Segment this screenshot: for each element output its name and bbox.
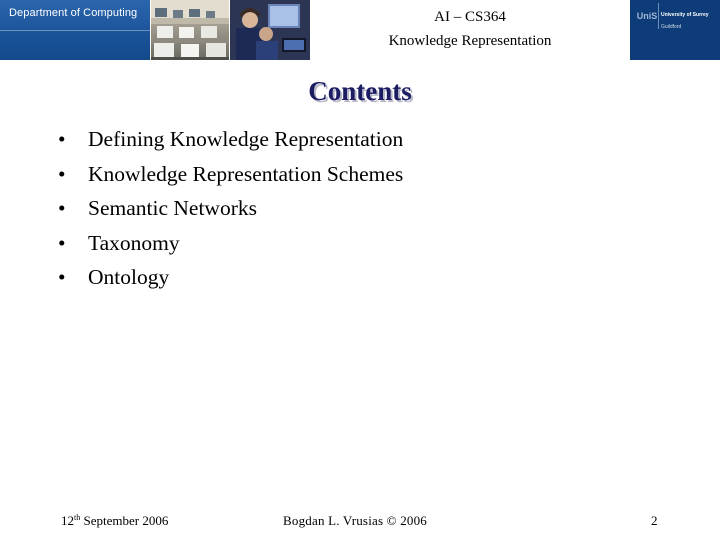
date-rest: September 2006	[80, 513, 169, 528]
computer-lab-photo	[151, 0, 229, 60]
list-item-text: Knowledge Representation Schemes	[88, 161, 404, 186]
unis-logo-mark: UniS	[636, 3, 659, 29]
slide-title: Contents	[308, 76, 412, 106]
department-label: Department of Computing	[9, 7, 138, 19]
bullet-icon: •	[58, 230, 66, 255]
list-item-text: Defining Knowledge Representation	[88, 127, 404, 151]
date-suffix: th	[74, 513, 81, 522]
students-photo	[230, 0, 310, 60]
course-topic: Knowledge Representation	[388, 33, 552, 49]
bullet-icon: •	[58, 265, 66, 289]
bullet-icon: •	[58, 161, 66, 186]
slide-header	[0, 0, 720, 60]
department-divider	[0, 30, 150, 31]
university-logo	[636, 3, 716, 29]
date-day: 12	[61, 513, 74, 528]
bullet-icon: •	[58, 196, 66, 220]
department-banner	[0, 0, 150, 60]
list-item-text: Taxonomy	[88, 230, 180, 255]
university-logo-panel	[630, 0, 720, 60]
bullet-icon: •	[58, 127, 66, 151]
list-item-text: Semantic Networks	[88, 196, 257, 220]
university-location: Guildford	[661, 24, 682, 30]
course-code: AI – CS364	[434, 9, 506, 25]
university-name: University of Surrey	[661, 12, 709, 18]
page-number: 2	[651, 513, 658, 528]
footer-author: Bogdan L. Vrusias © 2006	[283, 513, 428, 528]
footer-date	[61, 513, 168, 529]
list-item-text: Ontology	[88, 265, 170, 289]
course-title-panel	[311, 0, 629, 60]
